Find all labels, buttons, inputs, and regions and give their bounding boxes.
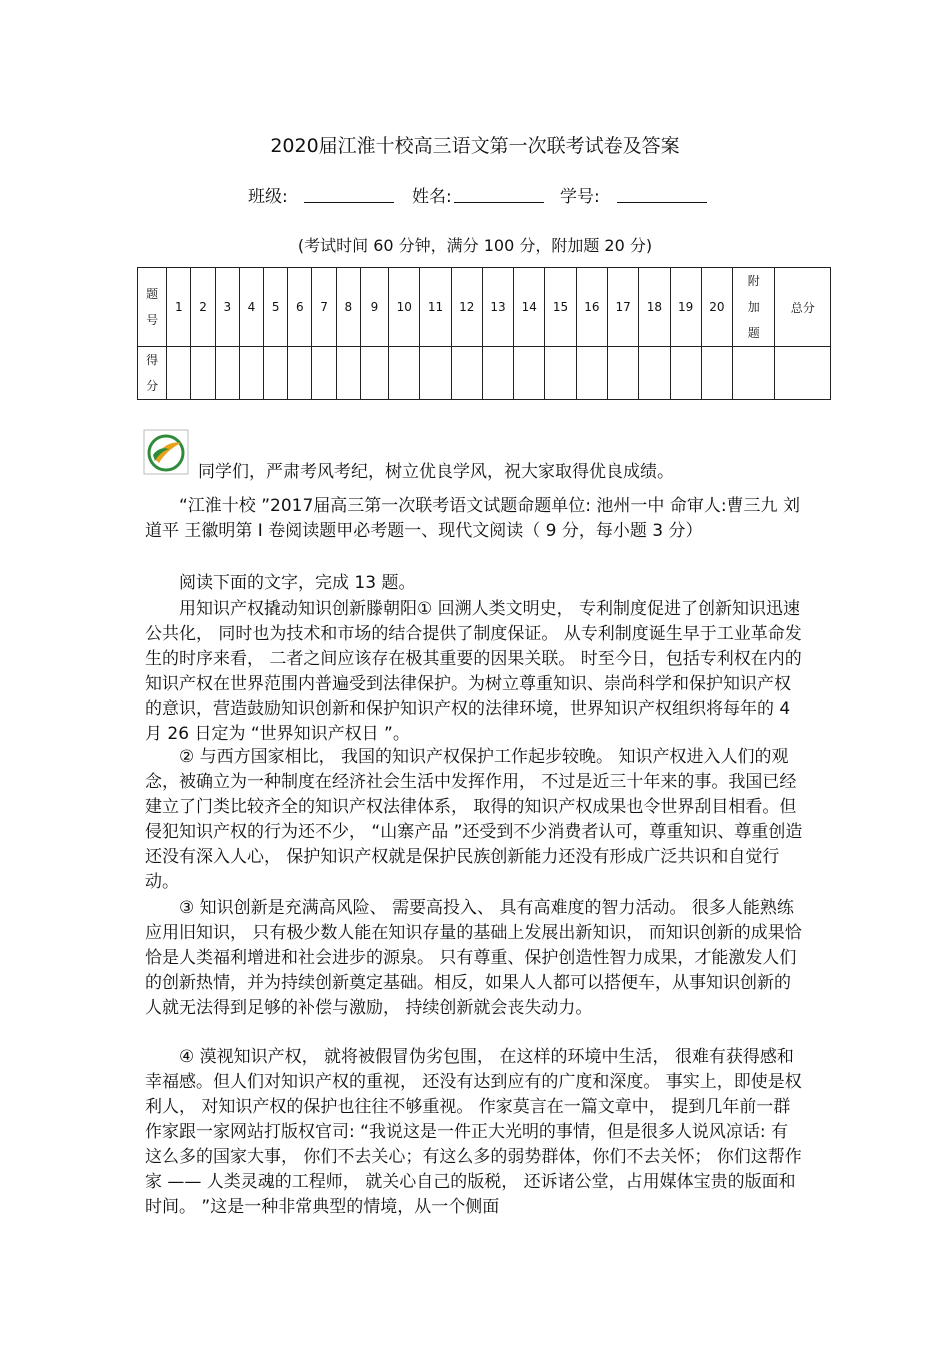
question-number-cell: 18	[639, 268, 670, 347]
score-cell[interactable]	[312, 347, 336, 400]
student-id-label: 学号:	[560, 187, 600, 207]
question-number-cell: 11	[420, 268, 451, 347]
question-number-cell: 7	[312, 268, 336, 347]
question-number-cell: 6	[288, 268, 312, 347]
score-cell[interactable]	[639, 347, 670, 400]
question-number-cell: 12	[451, 268, 482, 347]
question-number-cell: 17	[607, 268, 638, 347]
question-number-header: 题号	[138, 268, 167, 347]
score-cell[interactable]	[360, 347, 388, 400]
name-label: 姓名:	[412, 187, 452, 207]
question-number-cell: 10	[389, 268, 420, 347]
student-id-field[interactable]	[617, 184, 707, 203]
question-number-cell: 4	[239, 268, 263, 347]
extra-question-header: 附加题	[733, 268, 775, 347]
question-number-cell: 14	[514, 268, 545, 347]
passage-paragraph-2: ② 与西方国家相比， 我国的知识产权保护工作起步较晚。 知识产权进入人们的观念，被确立为一种制度在经济社会生活中发挥作用， 不过是近三十年来的事。我国已经建立了门类比较齐全的知识产权法律体系， 取得的知识产权成果也令世界刮目相看。但侵犯知识产权的行为还不少， “山寨产品 ”还受到不少消费者认可，尊重知识、尊重创造还没有深入人心， 保护知识产权就是保护民族创新能力还没有形成广泛共识和自觉行动。	[145, 747, 803, 892]
score-cell[interactable]	[701, 347, 732, 400]
extra-score-cell[interactable]	[733, 347, 775, 400]
score-cell[interactable]	[607, 347, 638, 400]
question-number-cell: 3	[215, 268, 239, 347]
score-cell[interactable]	[167, 347, 191, 400]
question-number-cell: 1	[167, 268, 191, 347]
score-cell[interactable]	[670, 347, 701, 400]
exam-intro: “江淮十校 ”2017届高三第一次联考语文试题命题单位: 池州一中 命审人:曹三九 刘道平 王徽明第 Ⅰ 卷阅读题甲必考题一、现代文阅读（ 9 分，每小题 3 分）	[145, 496, 800, 541]
class-label: 班级:	[248, 187, 288, 207]
passage-paragraph-1: 用知识产权撬动知识创新滕朝阳① 回溯人类文明史， 专利制度促进了创新知识迅速公共化， 同时也为技术和市场的结合提供了制度保证。 从专利制度诞生早于工业革命发生的时序来看， 二者之间应该存在极其重要的因果关联。 时至今日，包括专利权在内的知识产权在世界范围内普遍受到法律保护。为树立尊重知识、崇尚科学和保护知识产权的意识，营造鼓励知识创新和保护知识产权的法律环境，世界知识产权组织将每年的 4 月 26 日定为 “世界知识产权日 ”。	[145, 599, 802, 744]
score-cell[interactable]	[215, 347, 239, 400]
score-cell[interactable]	[264, 347, 288, 400]
score-table	[137, 267, 831, 400]
passage-paragraph-3: ③ 知识创新是充满高风险、 需要高投入、 具有高难度的智力活动。 很多人能熟练应用旧知识， 只有极少数人能在知识存量的基础上发展出新知识， 而知识创新的成果恰恰是人类福利增进和社会进步的源泉。 只有尊重、保护创造性智力成果，才能激发人们的创新热情，并为持续创新奠定基础。相反，如果人人都可以搭便车，从事知识创新的人就无法得到足够的补偿与激励， 持续创新就会丧失动力。	[145, 898, 802, 1018]
score-cell[interactable]	[191, 347, 215, 400]
score-row-header: 得分	[138, 347, 167, 400]
question-number-cell: 2	[191, 268, 215, 347]
score-cell[interactable]	[288, 347, 312, 400]
question-number-cell: 9	[360, 268, 388, 347]
question-number-cell: 19	[670, 268, 701, 347]
exam-time-note: (考试时间 60 分钟，满分 100 分，附加题 20 分)	[297, 236, 653, 255]
score-cell[interactable]	[420, 347, 451, 400]
score-cell[interactable]	[336, 347, 360, 400]
question-number-cell: 15	[545, 268, 576, 347]
class-field[interactable]	[304, 184, 394, 203]
score-cell[interactable]	[514, 347, 545, 400]
score-cell[interactable]	[482, 347, 513, 400]
name-field[interactable]	[454, 184, 544, 203]
school-logo-icon	[143, 429, 189, 475]
question-number-cell: 16	[576, 268, 607, 347]
score-cell[interactable]	[545, 347, 576, 400]
question-number-cell: 20	[701, 268, 732, 347]
reading-instruction: 阅读下面的文字，完成 13 题。	[179, 573, 416, 593]
document-title: 2020届江淮十校高三语文第一次联考试卷及答案	[270, 135, 680, 157]
score-cell[interactable]	[451, 347, 482, 400]
passage-paragraph-4: ④ 漠视知识产权， 就将被假冒伪劣包围， 在这样的环境中生活， 很难有获得感和幸福感。但人们对知识产权的重视， 还没有达到应有的广度和深度。 事实上，即使是权利人， 对知识产权的保护也往往不够重视。 作家莫言在一篇文章中， 提到几年前一群作家跟一家网站打版权官司: “我说这是一件正大光明的事情，但是很多人说风凉话: 有这么多的国家大事， 你们不去关心；有这么多的弱势群体，你们不去关怀； 你们这帮作家 —— 人类灵魂的工程师， 就关心自己的版税， 还诉诸公堂，占用媒体宝贵的版面和时间。 ”这是一种非常典型的情境，从一个侧面	[145, 1047, 802, 1217]
score-cell[interactable]	[239, 347, 263, 400]
question-number-cell: 5	[264, 268, 288, 347]
total-score-cell[interactable]	[775, 347, 831, 400]
total-score-header: 总分	[775, 268, 831, 347]
greeting-text: 同学们，严肃考风考纪，树立优良学风，祝大家取得优良成绩。	[198, 462, 674, 482]
question-number-cell: 8	[336, 268, 360, 347]
score-cell[interactable]	[576, 347, 607, 400]
question-number-cell: 13	[482, 268, 513, 347]
score-cell[interactable]	[389, 347, 420, 400]
